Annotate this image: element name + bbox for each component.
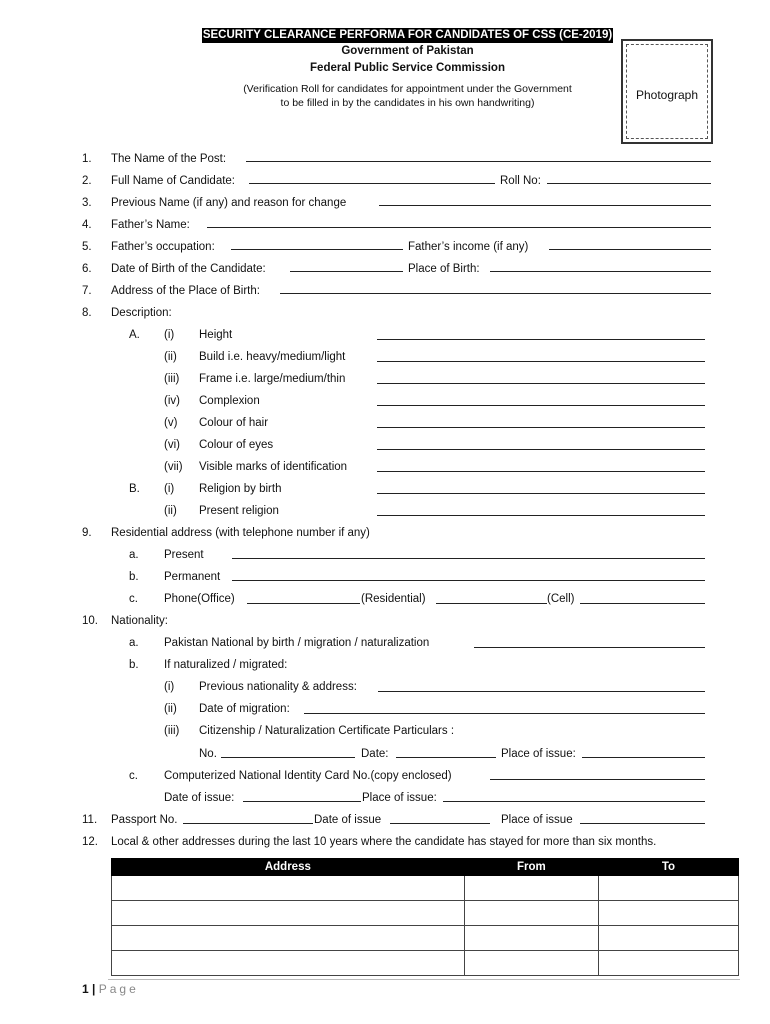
item-number-12: 12. [82, 836, 98, 848]
address-cell[interactable] [112, 926, 465, 951]
full-name-label: Full Name of Candidate: [111, 175, 236, 187]
form-title: SECURITY CLEARANCE PERFORMA FOR CANDIDATES OF CSS (CE-2019) [202, 29, 613, 41]
address-cell[interactable] [112, 901, 465, 926]
addresses-table-header [112, 859, 739, 876]
nationality-a: a. [129, 637, 139, 649]
residential-a: a. [129, 549, 139, 561]
eye-colour-label: Colour of eyes [199, 439, 274, 451]
address-cell[interactable] [112, 951, 465, 976]
phone-office-label: Phone(Office) [164, 593, 235, 605]
page-number: 1 [82, 982, 89, 996]
phone-office-field[interactable] [247, 603, 360, 604]
description-section-b: B. [129, 483, 140, 495]
item-number-2: 2. [82, 175, 92, 187]
build-label: Build i.e. heavy/medium/light [199, 351, 346, 363]
item-number-1: 1. [82, 153, 92, 165]
phone-residential-label: (Residential) [361, 593, 426, 605]
certificate-place-label: Place of issue: [501, 748, 576, 760]
frame-field[interactable] [377, 383, 705, 384]
phone-cell-label: (Cell) [547, 593, 575, 605]
phone-cell-field[interactable] [580, 603, 705, 604]
to-cell[interactable] [598, 926, 738, 951]
cnic-issue-date-field[interactable] [243, 801, 361, 802]
place-of-birth-label: Place of Birth: [408, 263, 480, 275]
to-cell[interactable] [598, 951, 738, 976]
post-name-label: The Name of the Post: [111, 153, 227, 165]
address-cell[interactable] [112, 876, 465, 901]
father-occupation-label: Father’s occupation: [111, 241, 215, 253]
roman-i: (i) [164, 329, 175, 341]
frame-label: Frame i.e. large/medium/thin [199, 373, 346, 385]
item-number-9: 9. [82, 527, 92, 539]
father-income-label: Father’s income (if any) [408, 241, 529, 253]
to-cell[interactable] [598, 901, 738, 926]
table-row [112, 926, 739, 951]
photograph-label: Photograph [635, 88, 699, 102]
table-row [112, 876, 739, 901]
nationality-roman-ii: (ii) [164, 703, 177, 715]
passport-issue-place-field[interactable] [580, 823, 705, 824]
item-number-5: 5. [82, 241, 92, 253]
item-number-7: 7. [82, 285, 92, 297]
identification-marks-field[interactable] [377, 471, 705, 472]
post-name-field[interactable] [246, 161, 711, 162]
to-cell[interactable] [598, 876, 738, 901]
religion-birth-field[interactable] [377, 493, 705, 494]
father-name-label: Father’s Name: [111, 219, 190, 231]
place-of-birth-field[interactable] [490, 271, 711, 272]
religion-birth-label: Religion by birth [199, 483, 282, 495]
build-field[interactable] [377, 361, 705, 362]
passport-issue-place-label: Place of issue [501, 814, 573, 826]
cnic-label: Computerized National Identity Card No.(copy enclosed) [164, 770, 452, 782]
permanent-address-label: Permanent [164, 571, 221, 583]
roman-i-b: (i) [164, 483, 175, 495]
roman-iii: (iii) [164, 373, 180, 385]
passport-no-field[interactable] [183, 823, 313, 824]
hair-colour-field[interactable] [377, 427, 705, 428]
roman-vii: (vii) [164, 461, 183, 473]
item-number-11: 11. [82, 814, 98, 826]
table-row [112, 951, 739, 976]
father-income-field[interactable] [549, 249, 711, 250]
nationality-roman-i: (i) [164, 681, 175, 693]
certificate-date-field[interactable] [396, 757, 496, 758]
height-label: Height [199, 329, 233, 341]
page-word: Page [98, 982, 139, 996]
roll-no-label: Roll No: [500, 175, 541, 187]
roman-vi: (vi) [164, 439, 180, 451]
instruction-line-1: (Verification Roll for candidates for appointment under the Government [243, 83, 572, 95]
government-heading: Government of Pakistan [341, 45, 474, 57]
from-cell[interactable] [464, 951, 598, 976]
naturalized-label: If naturalized / migrated: [164, 659, 288, 671]
passport-issue-date-label: Date of issue [314, 814, 382, 826]
date-of-birth-label: Date of Birth of the Candidate: [111, 263, 266, 275]
phone-residential-field[interactable] [436, 603, 547, 604]
table-row [112, 901, 739, 926]
roman-ii: (ii) [164, 351, 177, 363]
present-address-field[interactable] [232, 558, 705, 559]
complexion-field[interactable] [377, 405, 705, 406]
residential-c: c. [129, 593, 138, 605]
item-number-3: 3. [82, 197, 92, 209]
certificate-place-field[interactable] [582, 757, 705, 758]
to-column-header: To [598, 859, 738, 876]
nationality-b: b. [129, 659, 139, 671]
citizenship-certificate-label: Citizenship / Naturalization Certificate Particulars : [199, 725, 455, 737]
commission-heading: Federal Public Service Commission [310, 62, 505, 74]
cnic-issue-place-label: Place of issue: [362, 792, 437, 804]
present-address-label: Present [164, 549, 204, 561]
nationality-roman-iii: (iii) [164, 725, 180, 737]
present-religion-label: Present religion [199, 505, 279, 517]
page-separator: | [92, 982, 96, 996]
eye-colour-field[interactable] [377, 449, 705, 450]
instruction-line-2: to be filled in by the candidates in his own handwriting) [280, 97, 535, 109]
roman-iv: (iv) [164, 395, 180, 407]
description-label: Description: [111, 307, 172, 319]
migration-date-label: Date of migration: [199, 703, 290, 715]
identification-marks-label: Visible marks of identification [199, 461, 348, 473]
photograph-box[interactable] [621, 39, 713, 144]
footer-divider [108, 979, 740, 980]
from-cell[interactable] [464, 926, 598, 951]
description-section-a: A. [129, 329, 140, 341]
page-footer [82, 982, 139, 996]
migration-date-field[interactable] [304, 713, 705, 714]
nationality-c: c. [129, 770, 138, 782]
cnic-field[interactable] [490, 779, 705, 780]
from-cell[interactable] [464, 901, 598, 926]
birth-address-label: Address of the Place of Birth: [111, 285, 260, 297]
residential-address-label: Residential address (with telephone number if any) [111, 527, 370, 539]
nationality-by-birth-field[interactable] [474, 647, 705, 648]
roman-ii-b: (ii) [164, 505, 177, 517]
cnic-issue-place-field[interactable] [443, 801, 705, 802]
item-number-4: 4. [82, 219, 92, 231]
item-number-8: 8. [82, 307, 92, 319]
complexion-label: Complexion [199, 395, 260, 407]
father-occupation-field[interactable] [231, 249, 403, 250]
from-column-header: From [464, 859, 598, 876]
previous-nationality-field[interactable] [378, 691, 705, 692]
certificate-no-field[interactable] [221, 757, 355, 758]
from-cell[interactable] [464, 876, 598, 901]
cnic-issue-date-label: Date of issue: [164, 792, 235, 804]
previous-nationality-label: Previous nationality & address: [199, 681, 357, 693]
certificate-no-label: No. [199, 748, 217, 760]
previous-name-label: Previous Name (if any) and reason for change [111, 197, 347, 209]
item-number-10: 10. [82, 615, 98, 627]
passport-issue-date-field[interactable] [390, 823, 490, 824]
nationality-by-birth-label: Pakistan National by birth / migration / naturalization [164, 637, 430, 649]
previous-addresses-label: Local & other addresses during the last 10 years where the candidate has stayed for more than six months. [111, 836, 657, 848]
item-number-6: 6. [82, 263, 92, 275]
residential-b: b. [129, 571, 139, 583]
certificate-date-label: Date: [361, 748, 389, 760]
birth-address-field[interactable] [280, 293, 711, 294]
roll-no-field[interactable] [547, 183, 711, 184]
present-religion-field[interactable] [377, 515, 705, 516]
previous-name-field[interactable] [379, 205, 711, 206]
passport-no-label: Passport No. [111, 814, 178, 826]
hair-colour-label: Colour of hair [199, 417, 269, 429]
addresses-table [111, 858, 739, 976]
address-column-header: Address [112, 859, 465, 876]
date-of-birth-field[interactable] [290, 271, 403, 272]
roman-v: (v) [164, 417, 178, 429]
nationality-label: Nationality: [111, 615, 168, 627]
height-field[interactable] [377, 339, 705, 340]
full-name-field[interactable] [249, 183, 495, 184]
permanent-address-field[interactable] [232, 580, 705, 581]
father-name-field[interactable] [207, 227, 711, 228]
